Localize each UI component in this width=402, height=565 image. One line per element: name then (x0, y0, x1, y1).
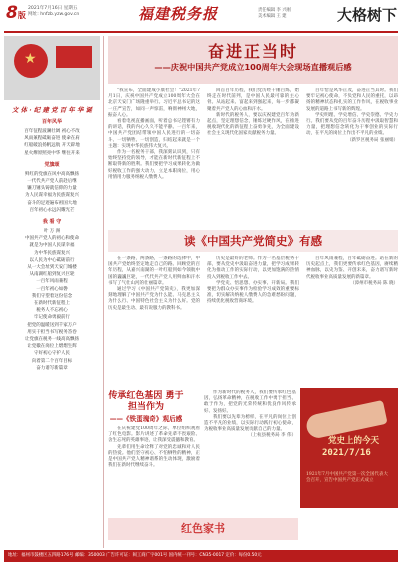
poem-line: 中国共产党人的初心和使命 (25, 236, 79, 242)
article-paragraph: 百年恰是风华正茂，奋进正当其时。我们要牢记初心使命，不负党和人民的重托，以昂扬的精神状态和扎实的工作作风，在税收事业发展的道路上书写新的辉煌。 (306, 88, 398, 112)
article-column (306, 88, 398, 228)
poem-line: 星火燎原照亮中华 继往开来 (24, 150, 80, 156)
poem-line: 为人民谋幸福为民族谋复兴 (25, 193, 79, 199)
poem-line: 税务人不忘初心 (36, 308, 68, 314)
masthead: 福建税务报 (138, 5, 219, 23)
poem-line: 在新时代新征程上 (34, 301, 70, 307)
essay-column (108, 426, 200, 514)
reading-paragraph: 通过学习《中国共产党简史》，我更加深刻地理解了中国共产党为什么能、马克思主义为什么行、中国特色社会主义为什么好。党的历史是最生动、最有说服力的教科书。 (108, 287, 200, 311)
article-paragraph: 新时代的税务人，要以庆祝建党百年为新起点，坚定理想信念，锤炼过硬作风，在推进税收现代化的新征程上奋勇争先，为全面建设社会主义现代化国家贡献税务力量。 (207, 112, 299, 137)
reading-column (207, 256, 299, 384)
reading-paragraph: 百年风雨兼程，百年砥砺奋进。站在新的历史起点上，我们更要传承红色基因，赓续精神血脉，以史为鉴、开创未来，奋力谱写新时代税收事业高质量发展的新篇章。 (306, 256, 398, 280)
reading-column (108, 256, 200, 384)
poem-title: 我 看 守 (42, 219, 62, 226)
poem-line: 奋斗的足迹遍布祖国大地 (27, 200, 77, 206)
poem-line: 鲜红的党旗在风中高高飘扬 (25, 171, 79, 177)
poem-line: 用实干担当书写税务答卷 (27, 329, 77, 335)
column-divider (103, 36, 104, 548)
star-icon: ★ (24, 51, 37, 67)
page-number: 8版 (6, 3, 26, 23)
essay-title: 传承红色基因 勇于担当作为 (108, 391, 184, 412)
book-cover-date: 2021/7/16 (322, 448, 371, 458)
poem-line: 我们守望着这份信念 (31, 293, 73, 299)
designer-line: 美术编辑 王 建 (258, 14, 287, 19)
feature-banner (108, 36, 398, 84)
party-emblem-image (4, 36, 100, 100)
issue-website: 网址: hnfzb.yzw.gov.cn (28, 12, 80, 17)
article-paragraph: 学史明理、学史增信、学史崇德、学史力行。我们要从党的百年奋斗历程中汲取智慧和力量，把理想信念转化为干事创业的实际行动，在平凡的岗位上作出不平凡的业绩。 (306, 112, 398, 137)
essay-paragraph: 先辈们用生命诠释了对党的忠诚和对人民的热爱。他们坚守初心、不怕牺牲的精神，正是中国共产党人精神谱系的生动体现，激励着我们在新时代继续奋斗。 (108, 444, 200, 469)
essay-subtitle: ——《铁蛋瑰奇》观后感 (109, 415, 183, 423)
poem-line: 从南湖红船到复兴巨轮 (29, 272, 75, 278)
poem-line: 守好初心守护人民 (34, 351, 70, 357)
book-cover-image (300, 388, 398, 508)
book-cover-caption: 1921年7月中国共产党第一次全国代表大会召开，宣告中国共产党正式成立 (306, 472, 388, 483)
poem-author: 叶 万 洲 (43, 229, 61, 235)
red-flag-shape (56, 46, 92, 68)
poem-line: 让党旗在税务一线高高飘扬 (25, 337, 79, 343)
essay-paragraph: 我们要以先辈为榜样，在平凡的岗位上创造不平凡的业绩，以实际行动践行初心使命，为税收事业高质量发展贡献自己的力量。 (204, 414, 296, 433)
column-name: 大格树下 (336, 6, 397, 24)
reading-title: 读《中国共产党简史》有感 (184, 234, 322, 248)
reading-column (306, 256, 398, 384)
poem-line: 牢记使命勇毅前行 (34, 315, 70, 321)
essay-paragraph: 作为新时代的税务人，我们要传承红色基因，弘扬革命精神，在税收工作中勇于担当、敢于作为，把党的光荣传统和优良作风传承好、发扬好。 (204, 390, 296, 414)
reading-signature: （漳州市税务局 陈 晓） (350, 280, 398, 286)
feature-subtitle: ——庆祝中国共产党成立100周年大会现场直播观后感 (154, 62, 352, 72)
poem-line: 把党的温暖送到千家万户 (27, 322, 77, 328)
poem-line: 风雨兼程砥砺奋进 使命在肩 (24, 136, 80, 142)
poem-line: 红船破浪扬帆远航 开天辟地 (24, 143, 80, 149)
left-column (4, 36, 100, 548)
poem-title: 百年风华 (41, 119, 62, 125)
page-footer: 地址：福州市鼓楼区五四路176号 邮编：350003 广告许可证：闽工商广字001号 国内统一刊号：CN35-0017 定价：每份0.50元 (4, 550, 398, 562)
poem-line: 百年初心永远闪耀光芒 (29, 207, 75, 213)
reading-paragraph: 学党史、悟思想、办实事、开新局。我们要把为群众办实事作为检验学习成效的重要标准，切实解决纳税人缴费人的急难愁盼问题，持续优化税收营商环境。 (207, 280, 299, 305)
left-column-heading: 文 体 · 纪 建 党 百 年 华 诞 (12, 106, 92, 114)
feature-title: 奋进正当时 (207, 42, 298, 61)
essay-signature: （上杭县税务局 李 伟） (248, 433, 296, 439)
reading-heading-bar (108, 230, 398, 252)
issue-info (28, 6, 79, 18)
poem-line: 以人民为中心砥砺前行 (29, 257, 75, 263)
article-paragraph: 看着电视直播画面，听着总书记铿锵有力的讲话，我的内心久久不能平静。一百年来，中国共产党团结带领中国人民进行的一切奋斗、一切牺牲、一切创造，归结起来就是一个主题：实现中华民族伟大复兴。 (108, 119, 200, 149)
header-rule (4, 31, 398, 33)
editor-credits (258, 8, 291, 20)
poem-line: 向着第二个百年目标 (31, 358, 73, 364)
next-section-heading: 红色家书 (108, 518, 298, 540)
book-cover-title: 党史上的今天 (328, 436, 380, 446)
essay-column (204, 390, 296, 514)
poem-title: 党旗颂 (44, 161, 60, 168)
article-paragraph: 回首百年历程，我们党历经千锤百炼，始终走在时代前列，是中国人民最可靠的主心骨。从站起来、富起来到强起来，每一步都凝聚着共产党人的心血和汗水。 (207, 88, 299, 112)
reading-paragraph: 在一条路，两条路，一条路的选择中，中国共产党始终坚定地走自己的路。回顾党的百年历程，从嘉兴南湖的一叶红船到如今领航中国的巍巍巨轮，一代代共产党人用鲜血和汗水书写了气壮山河的壮丽篇章。 (108, 256, 200, 286)
poem-line: 镰刀锤头铸就信仰的力量 (27, 186, 77, 192)
article-paragraph: "我宣布，全面建成小康社会！"2021年7月1日，庆祝中国共产党成立100周年大会在北京天安门广场隆重举行。习近平总书记的这一庄严宣告，如同一声惊雷，响彻神州大地，振奋人心。 (108, 88, 200, 118)
poem-line: 百年征程波澜壮阔 初心不改 (24, 129, 80, 134)
article-signature: （新罗区税务局 张丽娟） (347, 137, 398, 143)
poem-line: 为中华民族谋复兴 (34, 250, 70, 256)
poem-line: 就是为中国人民谋幸福 (29, 243, 75, 249)
poem-line: 从一大会址到天安门城楼 (27, 265, 77, 271)
issue-date: 2021年7月16日 星期五 (28, 6, 78, 11)
essay-paragraph: 在庆祝建党100周年之际，单位组织观看了红色电影。影片讲述了革命先辈不畏艰险、舍生忘死的英雄事迹，让我深受震撼和教育。 (108, 426, 200, 444)
poem-line: 奋力谱写新篇章 (36, 365, 68, 371)
poem-line: 一百年初心如磐 (36, 286, 68, 292)
poem-line: 一代代共产党人前赴后继 (27, 179, 77, 185)
page-header (0, 0, 402, 34)
article-column (108, 88, 200, 228)
article-column (207, 88, 299, 228)
poem-line: 让党徽在岗位上熠熠生辉 (27, 344, 77, 350)
editor-line: 责任编辑 李 兴刚 (258, 8, 291, 13)
reading-paragraph: 历史是最好的老师。作为一名基层税务干部，要从党史中汲取奋进力量，把学习成果转化为推动工作的实际行动，以更加饱满的热情投入到税收工作中去。 (207, 256, 299, 280)
poem-line: 一百年风雨兼程 (36, 279, 68, 285)
article-paragraph: 作为一名税务干部，我深刻认识到，只有始终坚持党的领导，才能在新时代新征程上不断取得新的胜利。我们要把学习成果转化为做好税收工作的强大动力，立足本职岗位，用心用情用力服务纳税人缴费人。 (108, 150, 200, 180)
